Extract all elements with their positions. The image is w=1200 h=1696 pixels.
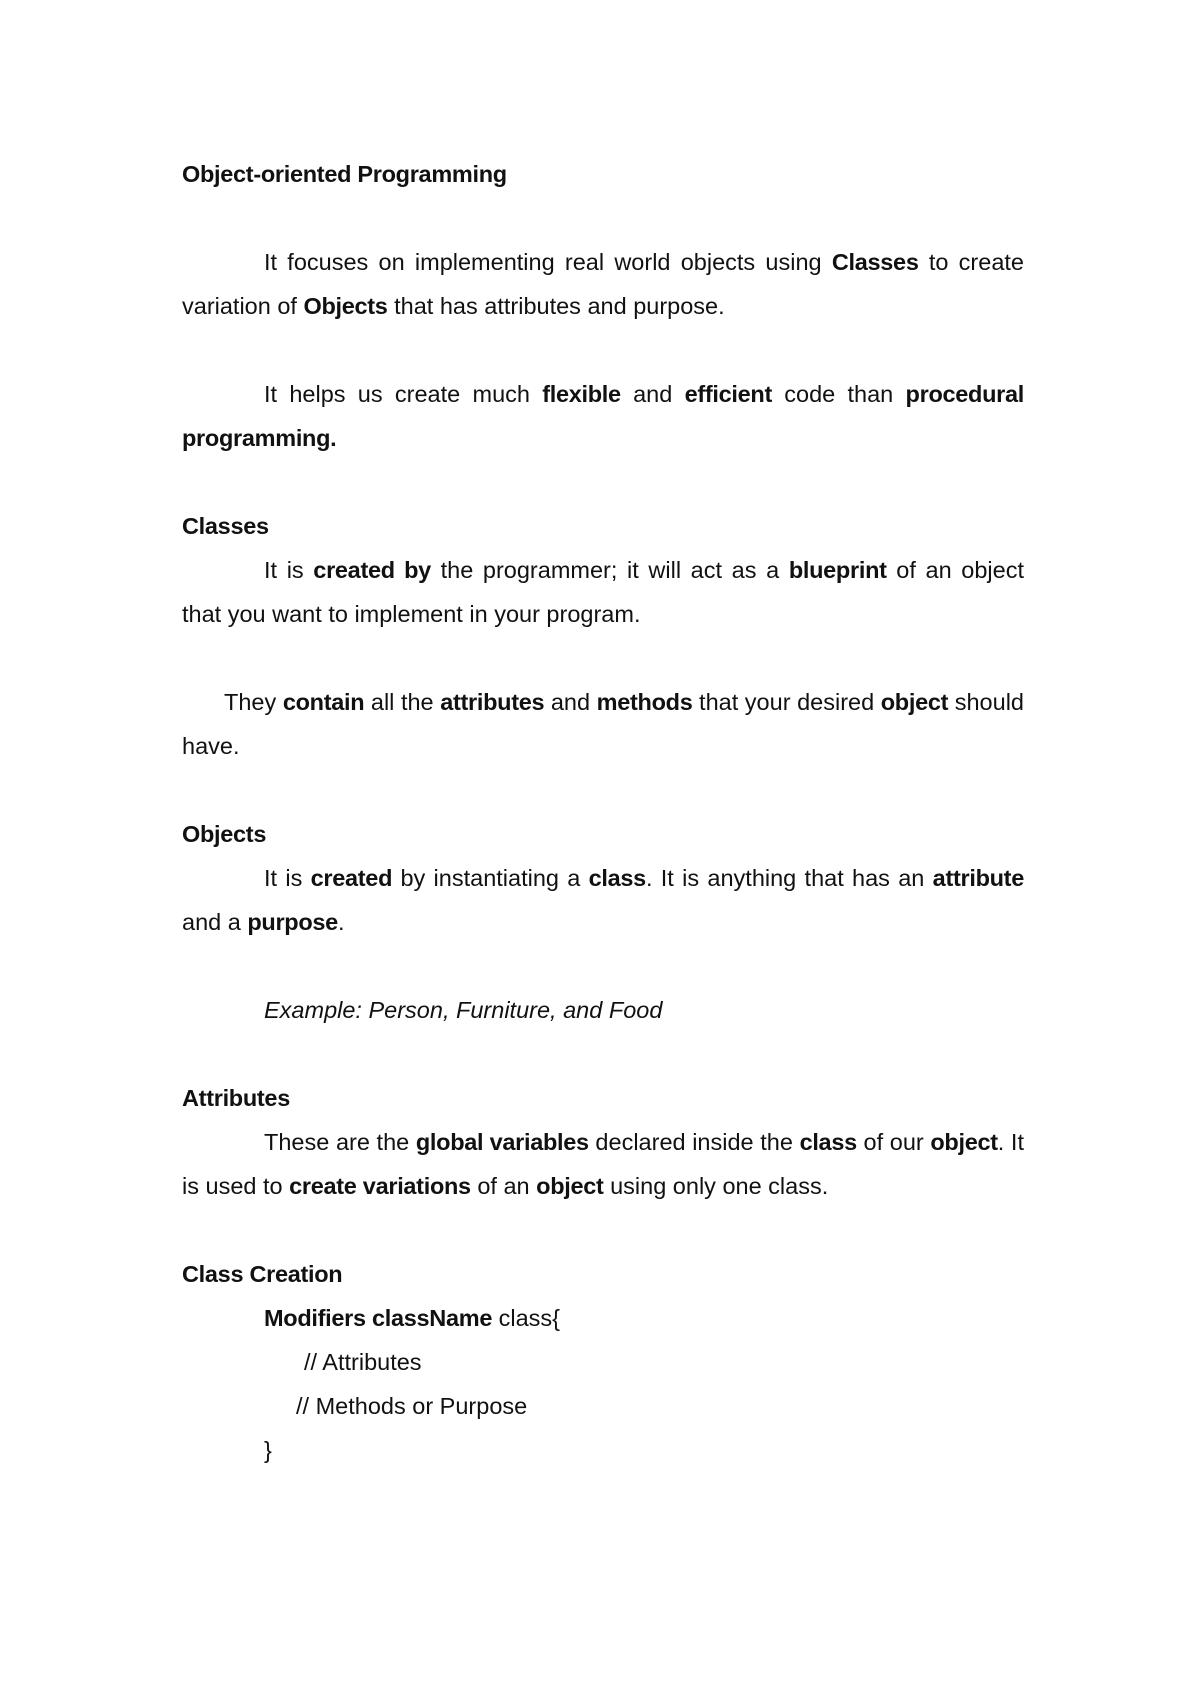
spacer [182,944,1024,988]
code-class-keyword: class{ [492,1305,561,1331]
bold-term-class: class [799,1129,857,1155]
bold-term-class: class [588,865,646,891]
spacer [182,460,1024,504]
text-run: . It is used to [182,1129,1024,1199]
bold-term-objects: Objects [303,293,388,319]
bold-term-attribute: attribute [932,865,1024,891]
document-page [182,152,1024,1472]
spacer [182,636,1024,680]
section-heading-classes: Classes [182,513,269,539]
bold-term-purpose: purpose [247,909,338,935]
spacer [182,1032,1024,1076]
text-run: by instantiating a [392,865,589,891]
spacer [182,768,1024,812]
text-run: . [337,909,345,935]
code-line-methods-comment: // Methods or Purpose [296,1393,528,1419]
text-run: of an [470,1173,537,1199]
text-run: and [620,381,685,407]
section-heading-class-creation: Class Creation [182,1261,343,1287]
bold-term-object: object [880,689,949,715]
spacer [182,328,1024,372]
text-run: to create variation of [182,249,1024,319]
text-run: should have. [182,689,1024,759]
text-run: all the [364,689,441,715]
bold-term-classes: Classes [831,249,919,275]
text-run: They [224,689,283,715]
bold-term-object: object [536,1173,604,1199]
spacer [182,196,1024,240]
bold-term-blueprint: blueprint [788,557,887,583]
spacer [182,1208,1024,1252]
objects-example: Example: Person, Furniture, and Food [264,997,663,1023]
text-run: of our [856,1129,931,1155]
code-modifiers-classname: Modifiers className [264,1305,493,1331]
section-heading-attributes: Attributes [182,1085,290,1111]
bold-term-created: created [310,865,393,891]
section-heading-objects: Objects [182,821,267,847]
code-line-declaration [182,1296,1024,1340]
bold-term-global-variables: global variables [415,1129,589,1155]
text-run: It is [264,557,314,583]
bold-term-object: object [930,1129,998,1155]
classes-paragraph-2 [182,680,1024,768]
bold-term-procedural-programming: procedural programming. [182,381,1024,451]
code-line-attributes-comment: // Attributes [304,1349,422,1375]
attributes-paragraph-1 [182,1120,1024,1208]
text-run: It focuses on implementing real world objects using [264,249,832,275]
text-run: using only one class. [603,1173,829,1199]
bold-term-methods: methods [596,689,693,715]
text-run: These are the [264,1129,416,1155]
bold-term-attributes: attributes [440,689,545,715]
text-run: It helps us create much [264,381,543,407]
bold-term-flexible: flexible [542,381,621,407]
text-run: and [544,689,597,715]
text-run: that your desired [692,689,881,715]
code-line-closing-brace: } [264,1437,272,1463]
bold-term-contain: contain [282,689,365,715]
classes-paragraph-1 [182,548,1024,636]
bold-term-created-by: created by [313,557,431,583]
text-run: of an object that you want to implement in your program. [182,557,1024,627]
bold-term-efficient: efficient [684,381,772,407]
intro-paragraph-1 [182,240,1024,328]
bold-term-create-variations: create variations [289,1173,471,1199]
doc-title: Object-oriented Programming [182,161,507,187]
text-run: and a [182,909,248,935]
text-run: that has attributes and purpose. [387,293,725,319]
text-run: declared inside the [588,1129,800,1155]
objects-paragraph-1 [182,856,1024,944]
intro-paragraph-2 [182,372,1024,460]
text-run: . It is anything that has an [645,865,933,891]
text-run: code than [772,381,906,407]
text-run: the programmer; it will act as a [430,557,789,583]
text-run: It is [264,865,311,891]
